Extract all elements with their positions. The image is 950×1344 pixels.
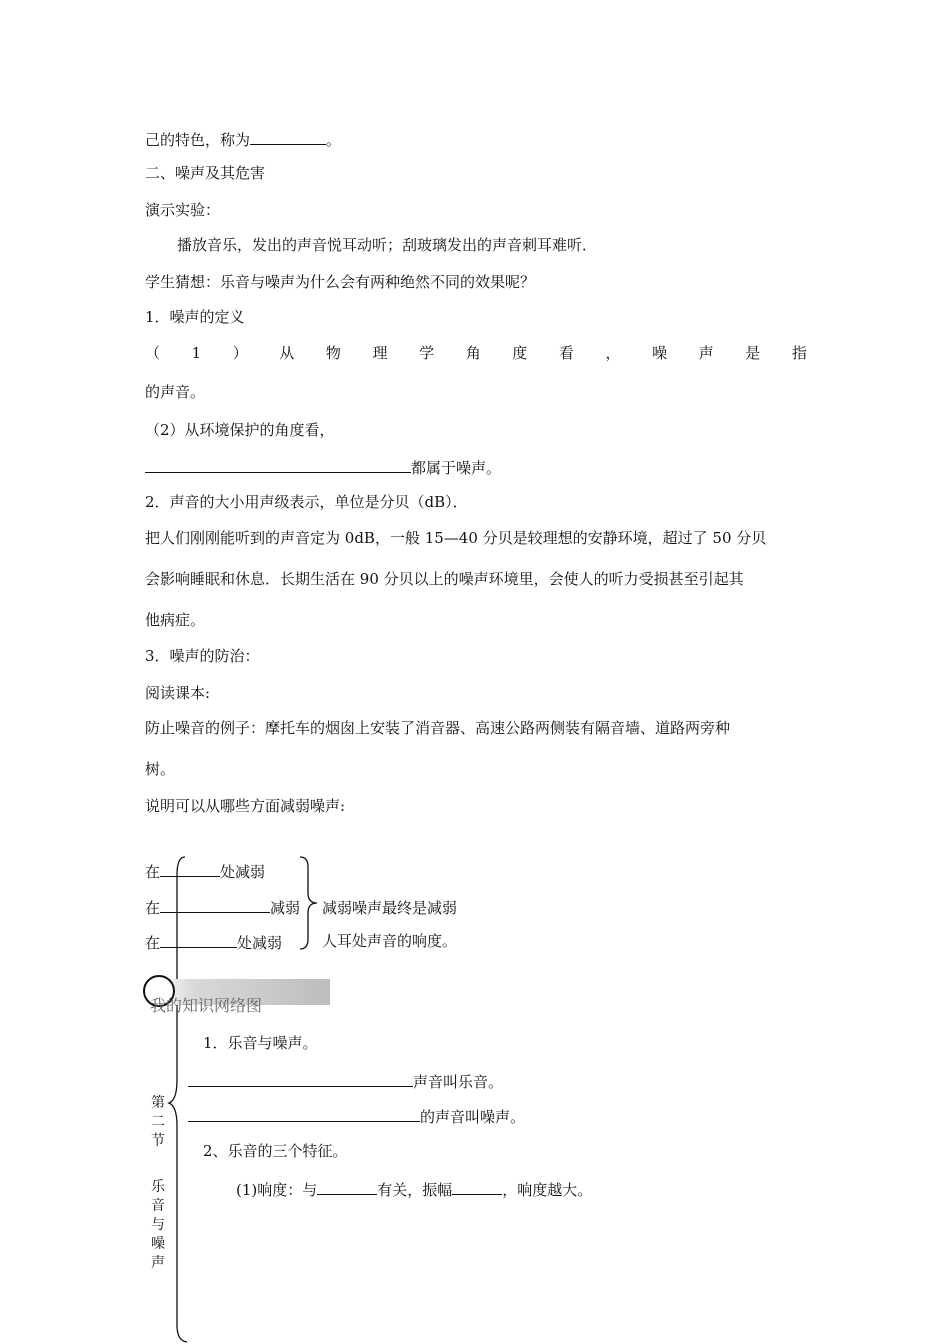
demo-text: 播放音乐，发出的声音悦耳动听；刮玻璃发出的声音刺耳难听．	[177, 236, 598, 254]
definition-line-2b	[145, 456, 501, 478]
left-brace-icon	[165, 855, 189, 1344]
network-item-1b	[188, 1105, 525, 1127]
text: 在	[145, 863, 161, 881]
fill-blank	[452, 1178, 502, 1195]
explain-text: 说明可以从哪些方面减弱噪声:	[145, 797, 346, 815]
decibel-title: 2．声音的大小用声级表示，单位是分贝（dB）．	[145, 493, 468, 511]
char: 与	[151, 1217, 165, 1233]
char: 学	[419, 344, 435, 362]
fill-blank	[145, 456, 411, 473]
network-item-1a	[188, 1070, 503, 1092]
char: 第	[151, 1095, 165, 1111]
char: （	[145, 344, 161, 362]
char: 噪	[652, 344, 668, 362]
example-paragraph-2: 树。	[145, 760, 176, 778]
side-label-topic	[149, 1178, 167, 1273]
network-item-2: 2、乐音的三个特征。	[203, 1142, 348, 1160]
char: 物	[325, 344, 341, 362]
text: 。	[326, 131, 342, 149]
definition-title: 1．噪声的定义	[145, 308, 245, 326]
fill-blank	[250, 128, 326, 145]
char: 理	[372, 344, 388, 362]
decibel-paragraph-2: 会影响睡眠和休息．长期生活在 90 分贝以上的噪声环境里，会使人的听力受损甚至引起其	[145, 570, 744, 588]
decibel-paragraph-1: 把人们刚刚能听到的声音定为 0dB，一般 15—40 分贝是较理想的安静环境，超过了 50 分贝	[145, 529, 767, 547]
char: 声	[151, 1255, 165, 1271]
reduce-summary-1: 减弱噪声最终是减弱	[322, 899, 458, 917]
char: 声	[698, 344, 714, 362]
fill-blank	[188, 1070, 413, 1087]
text: 减弱	[270, 899, 301, 917]
char: 1	[191, 344, 202, 362]
text: (1)响度：与	[236, 1181, 318, 1199]
char: 看	[558, 344, 574, 362]
char: ，	[605, 344, 621, 362]
char: 从	[279, 344, 295, 362]
char: 音	[151, 1198, 165, 1214]
definition-line-1-end: 的声音。	[145, 383, 206, 401]
definition-line-2: （2）从环境保护的角度看，	[145, 421, 335, 439]
example-paragraph-1: 防止噪音的例子：摩托车的烟囱上安装了消音器、高速公路两侧装有隔音墙、道路两旁种	[145, 719, 731, 737]
text: 声音叫乐音。	[413, 1073, 504, 1091]
fill-blank	[317, 1178, 377, 1195]
paragraph-line	[145, 128, 341, 150]
guess-text: 学生猜想：乐音与噪声为什么会有两种绝然不同的效果呢？	[145, 273, 536, 291]
char: 指	[791, 344, 807, 362]
char: 度	[512, 344, 528, 362]
char: 乐	[151, 1179, 165, 1195]
section-banner-title: 我的知识网络图	[150, 996, 263, 1015]
prevention-title: 3．噪声的防治：	[145, 647, 260, 665]
network-item-1: 1．乐音与噪声。	[203, 1034, 318, 1052]
char: 二	[151, 1114, 165, 1130]
demo-label: 演示实验：	[145, 201, 221, 219]
char: 角	[465, 344, 481, 362]
side-label-section	[149, 1094, 167, 1151]
reduce-item-1	[145, 860, 265, 882]
text: 己的特色，称为	[145, 131, 251, 149]
read-label: 阅读课本:	[145, 684, 211, 702]
right-brace-icon	[298, 855, 320, 951]
network-item-2a	[236, 1178, 592, 1200]
text: 处减弱	[237, 934, 283, 952]
text: 有关，振幅	[377, 1181, 453, 1199]
section-heading: 二、噪声及其危害	[145, 164, 266, 182]
text: 处减弱	[220, 863, 266, 881]
char: 是	[745, 344, 761, 362]
text: 在	[145, 934, 161, 952]
char: ）	[232, 344, 248, 362]
text: ，响度越大。	[502, 1181, 593, 1199]
decibel-paragraph-3: 他病症。	[145, 611, 206, 629]
text: 的声音叫噪声。	[420, 1108, 526, 1126]
reduce-summary-2: 人耳处声音的响度。	[322, 932, 458, 950]
char: 噪	[151, 1236, 165, 1252]
char: 节	[151, 1133, 165, 1149]
fill-blank	[188, 1105, 420, 1122]
text: 都属于噪声。	[411, 459, 502, 477]
definition-line-1	[145, 343, 807, 363]
text: 在	[145, 899, 161, 917]
